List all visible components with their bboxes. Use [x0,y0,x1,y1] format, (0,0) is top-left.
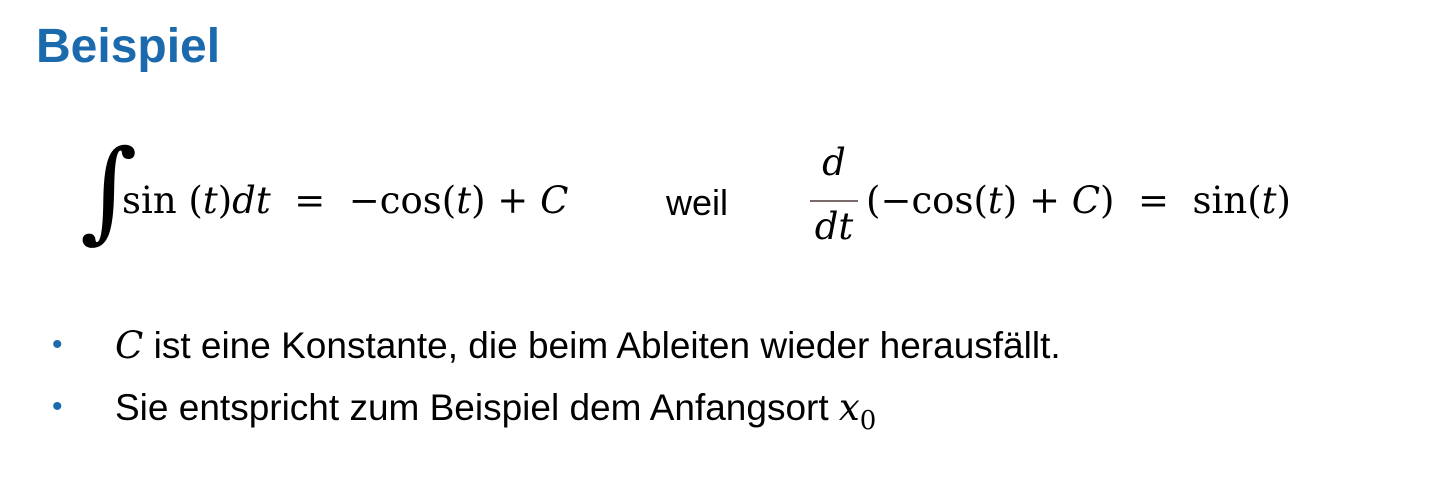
integral-sign: ∫ [80,126,138,254]
constant-c: C [115,324,144,367]
cos-function: cos [379,179,442,222]
derivative-fraction [808,143,860,253]
constant-c: C [1071,179,1101,222]
variable-t: t [1261,179,1277,222]
differential-d: d [232,179,256,222]
equals-sign: = [1114,179,1193,222]
formula-right-side [866,181,1291,222]
sin-function: sin [122,179,177,222]
differential-variable: t [255,179,271,222]
slide-title: Beispiel [36,20,221,73]
bullet-icon: • [52,390,63,423]
bullet-icon: • [52,328,63,361]
bullet-text [115,386,876,437]
minus-sign: − [348,179,380,222]
fraction-bar [810,200,858,202]
paren-open: ( [866,179,881,222]
paren-open: ( [176,179,203,222]
paren-open: ( [1247,179,1262,222]
variable-t: t [202,179,218,222]
bullet-sentence: ist eine Konstante, die beim Ableiten wieder herausfällt. [143,325,1061,366]
connector-weil: weil [666,182,729,223]
paren-close: ) [1276,179,1291,222]
equals-sign: = [270,179,349,222]
paren-open: ( [441,179,457,222]
constant-c: C [540,179,569,222]
paren-close: ) [1002,179,1018,222]
subscript-zero: 0 [859,406,877,436]
variable-x: x [838,386,860,429]
fraction-numerator: d [822,141,846,184]
minus-sign: − [880,179,912,222]
variable-t: t [987,179,1003,222]
fraction-denominator: dt [814,205,854,248]
cos-function: cos [911,179,974,222]
bullet-sentence: Sie entspricht zum Beispiel dem Anfangsort [115,387,839,428]
paren-close: ) [1100,179,1115,222]
integral-formula [80,126,1380,260]
plus-sign: + [1017,179,1072,222]
paren-close: ) [217,179,233,222]
variable-t: t [456,179,472,222]
formula-left-side [122,181,568,222]
sin-function: sin [1192,179,1248,222]
paren-open: ( [973,179,988,222]
bullet-text [115,324,1061,368]
plus-sign: + [485,179,541,222]
paren-close: ) [471,179,486,222]
